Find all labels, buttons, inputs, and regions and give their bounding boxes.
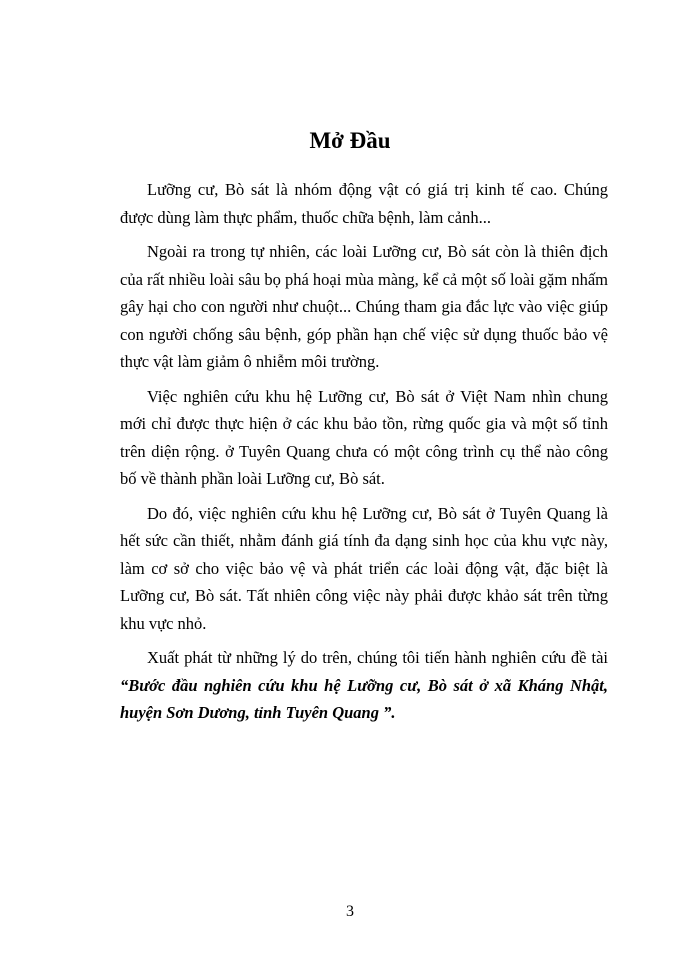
paragraph-3: Việc nghiên cứu khu hệ Lưỡng cư, Bò sát ở Việt Nam nhìn chung mới chỉ được thực hiện ở các khu bảo tồn, rừng quốc gia và một số tỉnh trên diện rộng. ở Tuyên Quang chưa có một công trình cụ thể nào công bố về thành phần loài Lưỡng cư, Bò sát. — [120, 386, 608, 488]
paragraph-2: Ngoài ra trong tự nhiên, các loài Lưỡng cư, Bò sát còn là thiên địch của rất nhiều loài sâu bọ phá hoại mùa màng, kể cả một số loài gặm nhấm gây hại cho con người như chuột... Chúng tham gia đắc lực vào việc giúp con người chống sâu bệnh, góp phần hạn chế việc sử dụng thuốc bảo vệ thực vật làm giảm ô nhiễm môi trường. — [120, 242, 608, 371]
page-title: Mở Đầu — [309, 128, 391, 153]
page-number: 3 — [346, 903, 354, 920]
thesis-title: “Bước đầu nghiên cứu khu hệ Lưỡng cư, Bò sát ở xã Kháng Nhật, huyện Sơn Dương, tỉnh Tuyên Quang ”. — [120, 675, 608, 722]
body-text — [120, 176, 608, 734]
paragraph-1: Lưỡng cư, Bò sát là nhóm động vật có giá trị kinh tế cao. Chúng được dùng làm thực phẩm, thuốc chữa bệnh, làm cảnh... — [120, 180, 608, 227]
paragraph-5-intro: Xuất phát từ những lý do trên, chúng tôi tiến hành nghiên cứu đề tài — [147, 648, 608, 667]
paragraph-4: Do đó, việc nghiên cứu khu hệ Lưỡng cư, Bò sát ở Tuyên Quang là hết sức cần thiết, nhằm đánh giá tính đa dạng sinh học của khu vực này, làm cơ sở cho việc bảo vệ và phát triển các loài động vật, đặc biệt là Lưỡng cư, Bò sát. Tất nhiên công việc này phải được khảo sát trên từng khu vực nhỏ. — [120, 503, 608, 633]
paragraph-5 — [120, 644, 608, 727]
